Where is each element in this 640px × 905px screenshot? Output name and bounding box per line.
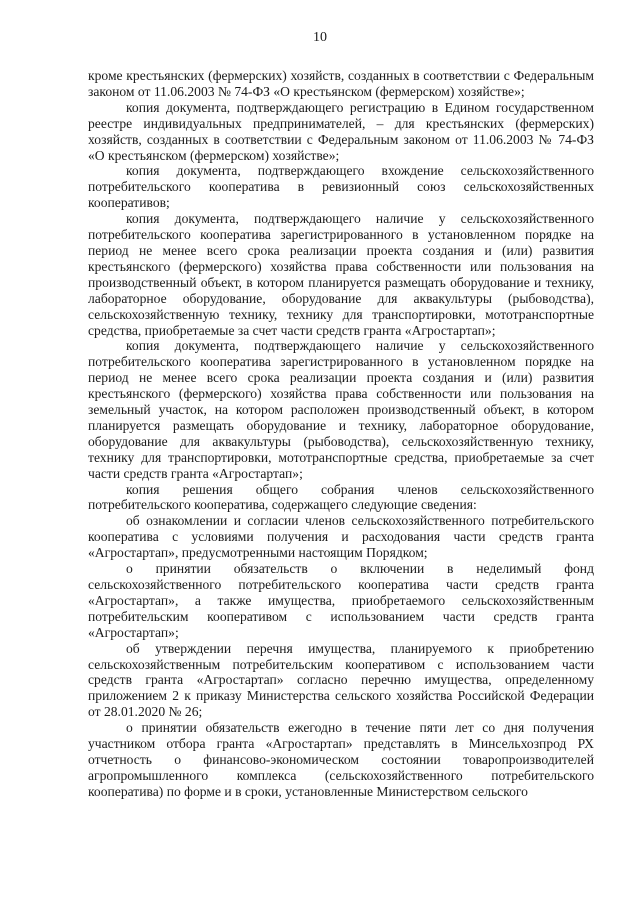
paragraph: копия документа, подтверждающего наличие у сельскохозяйственного потребительского кооператива зарегистрированного в установленном порядке на период не менее всего срока реализации проекта создания и (или) развития крестьянского (фермерского) хозяйства права собственности или пользования на производственный объект, в котором планируется размещать оборудование и технику, лабораторное оборудование, оборудование для аквакультуры (рыбоводства), сельскохозяйственную технику, технику для транспортировки, мототранспортные средства, приобретаемые за счет части средств гранта «Агростартап»; xyxy=(88,211,594,338)
paragraph: об ознакомлении и согласии членов сельскохозяйственного потребительского кооператива с условиями получения и расходования части средств гранта «Агростартап», предусмотренными настоящим Порядком; xyxy=(88,513,594,561)
paragraph: копия документа, подтверждающего наличие у сельскохозяйственного потребительского кооператива зарегистрированного в установленном порядке на период не менее всего срока реализации проекта создания и (или) развития крестьянского (фермерского) хозяйства права собственности или пользования на земельный участок, на котором расположен производственный объект, в котором планируется размещать оборудование и технику, лабораторное оборудование, оборудование для аквакультуры (рыбоводства), сельскохозяйственную технику, технику для транспортировки, мототранспортные средства, приобретаемые за счет части средств гранта «Агростартап»; xyxy=(88,338,594,481)
paragraph: копия документа, подтверждающего вхождение сельскохозяйственного потребительского кооператива в ревизионный союз сельскохозяйственных кооперативов; xyxy=(88,163,594,211)
page-number: 10 xyxy=(313,30,327,45)
paragraph: о принятии обязательств ежегодно в течение пяти лет со дня получения участником отбора гранта «Агростартап» представлять в Минсельхозпрод РХ отчетность о финансово-экономическом состоянии товаропроизводителей агропромышленного комплекса (сельскохозяйственного потребительского кооператива) по форме и в сроки, установленные Министерством сельского xyxy=(88,720,594,799)
document-body xyxy=(88,68,594,800)
paragraph: копия документа, подтверждающего регистрацию в Едином государственном реестре индивидуальных предпринимателей, – для крестьянских (фермерских) хозяйств, созданных в соответствии с Федеральным законом от 11.06.2003 № 74-ФЗ «О крестьянском (фермерском) хозяйстве»; xyxy=(88,99,594,163)
paragraph: о принятии обязательств о включении в неделимый фонд сельскохозяйственного потребительского кооператива части средств гранта «Агростартап», а также имущества, приобретаемого сельскохозяйственным потребительским кооперативом с использованием части средств гранта «Агростартап»; xyxy=(88,561,594,640)
paragraph: об утверждении перечня имущества, планируемого к приобретению сельскохозяйственным потребительским кооперативом с использованием части средств гранта «Агростартап» согласно перечню имущества, определенному приложением 2 к приказу Министерства сельского хозяйства Российской Федерации от 28.01.2020 № 26; xyxy=(88,640,594,720)
paragraph: кроме крестьянских (фермерских) хозяйств, созданных в соответствии с Федеральным законом от 11.06.2003 № 74-ФЗ «О крестьянском (фермерском) хозяйстве»; xyxy=(88,68,594,99)
paragraph: копия решения общего собрания членов сельскохозяйственного потребительского кооператива, содержащего следующие сведения: xyxy=(88,481,594,513)
